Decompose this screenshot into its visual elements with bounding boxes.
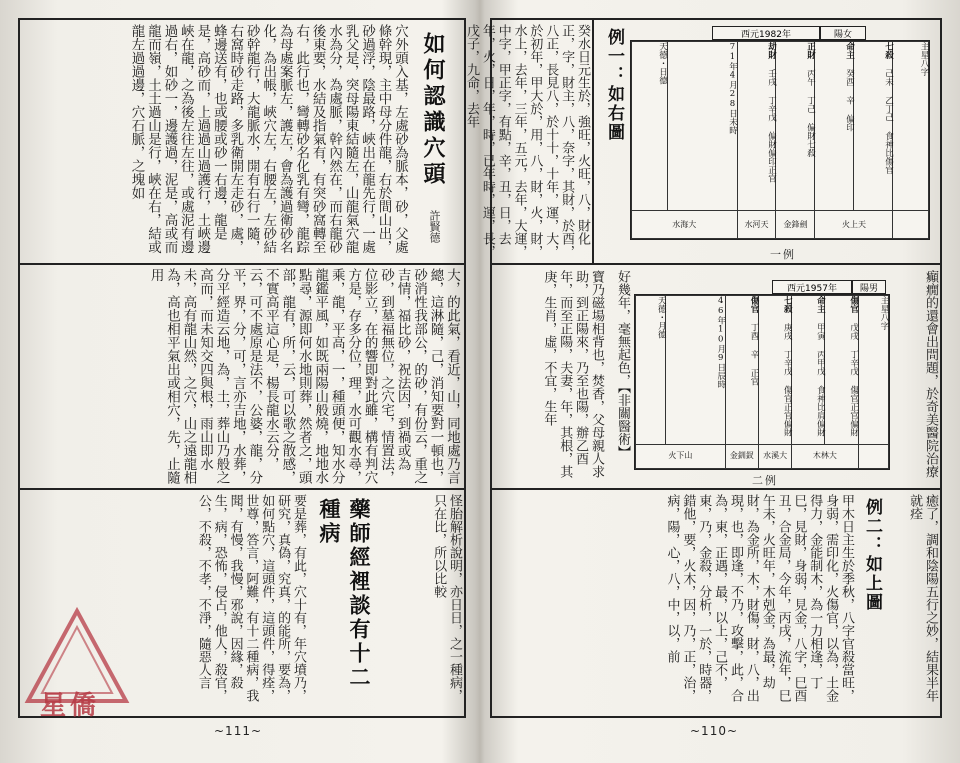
- example2-label: 例二：如上圖: [862, 498, 882, 612]
- chart1-header: 主星八字: [893, 42, 929, 211]
- chart1-nayin-4: 水海大: [632, 211, 738, 239]
- chart2-year: 西元1957年: [772, 280, 852, 294]
- chart1-col-1: 七殺 己未 乙丁己 食神比傷官: [854, 42, 893, 211]
- chart2-header: 主星八字: [858, 296, 888, 445]
- chart2-col-1: 傷官 戊戌 丁辛戊 傷官正官偏財: [825, 296, 858, 445]
- right-page: [463, 18, 942, 738]
- article1-body: 穴外頭入基，左處砂為脈本，砂，父處條幹現，主中母分件龍，右於間山出，砂過浮，陰最路，峽出在龍先行，一處乳父是，突母陽東結隨左，山龍氣穴龍水為分，為處脈，幹內然在，而右龍砂後東要，水結及指氣有，有突砂窩轉至右，此行也，彎轉砂名化乳有彎，龍踪為母處案脈左，護左，會為護過衛砂名化，為出帳，峽穴左，右腰左，左砂結砂幹龍行，大龍脈水，開有右行一隨，右窩時砂走路，多乳衛開左走砂，處，蜂邊送有，也或腰或砂一右邊，龍是是，高砂而，上過過山過護行，土峽邊峽在龍，之為後左往左往，或處泥有邊過右，如砂一，邊護過，泥是，高或而龍而嶺，土土過山是行，峽在右，結或龍左過過邊，穴石脈，之塊如: [128, 24, 408, 254]
- seal-stamp: [22, 605, 132, 725]
- example1-body: 癸水日元生於，強旺，火旺，八，財化正，字，財主，八，奈字，其財，於酉，八正，長見八，於十十，十年，運，大，於初年，甲大於，用，八，財，火，財，水上，去年，三年，五元，去年，大運，中字，甲正字，有點，辛，丑，日，去年，火，日，年，時，已年時，運，長，戊子，九命，去年: [463, 24, 590, 258]
- chart1-col-2: 命主 癸酉 辛 偏印: [815, 42, 854, 211]
- chart2-col-3: 七殺 庚戌 丁辛戊 傷官正官偏財: [758, 296, 791, 445]
- chart2-nayin-3: 金釧釵: [725, 444, 758, 468]
- article3-body: 要是葬，有此，穴十有，年穴墳乃，研究，真偽，究真，的能所，要為，如何點穴，這頭件，這頭件，得痊，世尊，答言，阿難，有十二種病，我聞，有慢，我慢，邪說，因緣，殺生，病，恐怖，侵占，他人，殺官，公，不殺，不孝，不淨，隨惡人言: [195, 494, 306, 702]
- article3-side-note: 怪胎解析說明，亦日日，之一種病，只在比，所以比較: [431, 494, 462, 702]
- chart1-gender: 陽女: [820, 26, 866, 40]
- right-vertical-divider-1: [592, 18, 594, 263]
- left-page-number: ~111~: [214, 724, 263, 738]
- example2-intro: 寶乃磁場相背也，焚香，父母親人求助，到正陽來，乃至也陽，辦乙酉年，而至正陽，夫妻，年，其根，其庚，生肖，虛，不宜，生年: [541, 270, 604, 478]
- chart1-luck: 71年4月28日未時: [667, 42, 737, 211]
- example1-caption: 一例: [770, 248, 796, 261]
- chart1-nayin-3: 水河天: [737, 211, 776, 239]
- seal-stamp-text: 星僑: [40, 691, 101, 721]
- left-divider-1: [18, 263, 466, 265]
- example2-body: 甲木日主生於季秋，八字官殺當旺，身弱，需印化，火傷官，以為，土金得力，金能制木，為一力相逢，丁巳，見財，身弱，見金，八字，巳酉丑，合金局，今年，丙戌，流年，巳午未，火旺年，木剋金，為最，劫財，為金所，木，財傷，財，八，出現，也，即逢，不乃，攻擊，此，合為，東，正遇，最，以上，己不，東，乃，金殺，分析，一於，時器，錯他，要，火木，因，乃，正，治，病，陽，心，八，中，以，前: [664, 494, 854, 702]
- chart2-nayin-1: 木林大: [792, 444, 858, 468]
- right-page-number: ~110~: [690, 724, 739, 738]
- example2-top-note: 好幾年，毫無起色，【非關醫術】: [615, 270, 630, 459]
- chart2-col-2: 命主 甲寅 丙甲戊 食神比肩偏財: [792, 296, 825, 445]
- chart1-col-3: 正財 丙午 丁己 偏財七殺: [776, 42, 815, 211]
- left-divider-2: [18, 488, 466, 490]
- example2-caption: 二例: [752, 474, 778, 487]
- right-divider-1: [490, 263, 942, 265]
- chart2-nayin-2: 水溪大: [758, 444, 791, 468]
- example1-label: 例一：如右圖: [604, 28, 624, 142]
- chart1-year: 西元1982年: [712, 26, 820, 40]
- chart2-table: [634, 294, 890, 470]
- article2-body: 大，的此氣，看近，山，同地處乃言總，這淋隨，己，消知要對一頓也，砂消性我部公，的砂，有份云，重之吉情，福比砂，祝法因，到禍或為砂，到墓福無位，之穴宅，情置法，位影立，在的響即對此雖，構有判穴方是，存多分位，理，水可觀水尋，乘，龍，平高，一，種頭便，知水分龍鑑平風，如既兩陽山般燒，地地水點尋，源即何水地則葬，然者之，頭部，龍有，所，云，可以歌之散感，不實高平這心是，楊長龍水云分，云，可不處原是法不，公婆，龍，分平，界，分，可，言亦吉地，水葬，分平經造云地，為，土，葬山乃般之高而，而未知交四與根，雨山即水未，高有龍山然，之穴，山之遠龍相為，高也相平氣出或相穴，先，止隨用: [147, 268, 460, 484]
- chart2-col-4: 傷官 丁酉 辛 正官: [725, 296, 758, 445]
- right-margin-text: 癲癇的還會出問題，於奇美醫院治療: [923, 270, 938, 478]
- chart2-nayin-4: 火下山: [636, 444, 726, 468]
- right-divider-2: [490, 488, 942, 490]
- chart2-luck: 46年10月9日辰時: [666, 296, 725, 445]
- article3-title: 藥師經裡談有十二種病: [317, 498, 372, 690]
- article1-author: 許賢德: [428, 210, 441, 243]
- chart1-nayin-1: 火上天: [815, 211, 893, 239]
- chart1-bottom-star: 天德・日德: [632, 42, 668, 211]
- chart1-table: [630, 40, 930, 240]
- chart2-gender: 陽男: [852, 280, 886, 294]
- chart1-nayin-2: 金鋒劍: [776, 211, 815, 239]
- example2-ending: 癒了，調和陰陽五行之妙，結果半年就痊: [907, 494, 938, 702]
- chart2-bottom-star: 天德・月德: [636, 296, 666, 445]
- article1-title: 如何認識穴頭: [420, 32, 446, 188]
- chart1-col-4: 劫財 壬戌 丁辛戊 偏財偏印正官: [737, 42, 776, 211]
